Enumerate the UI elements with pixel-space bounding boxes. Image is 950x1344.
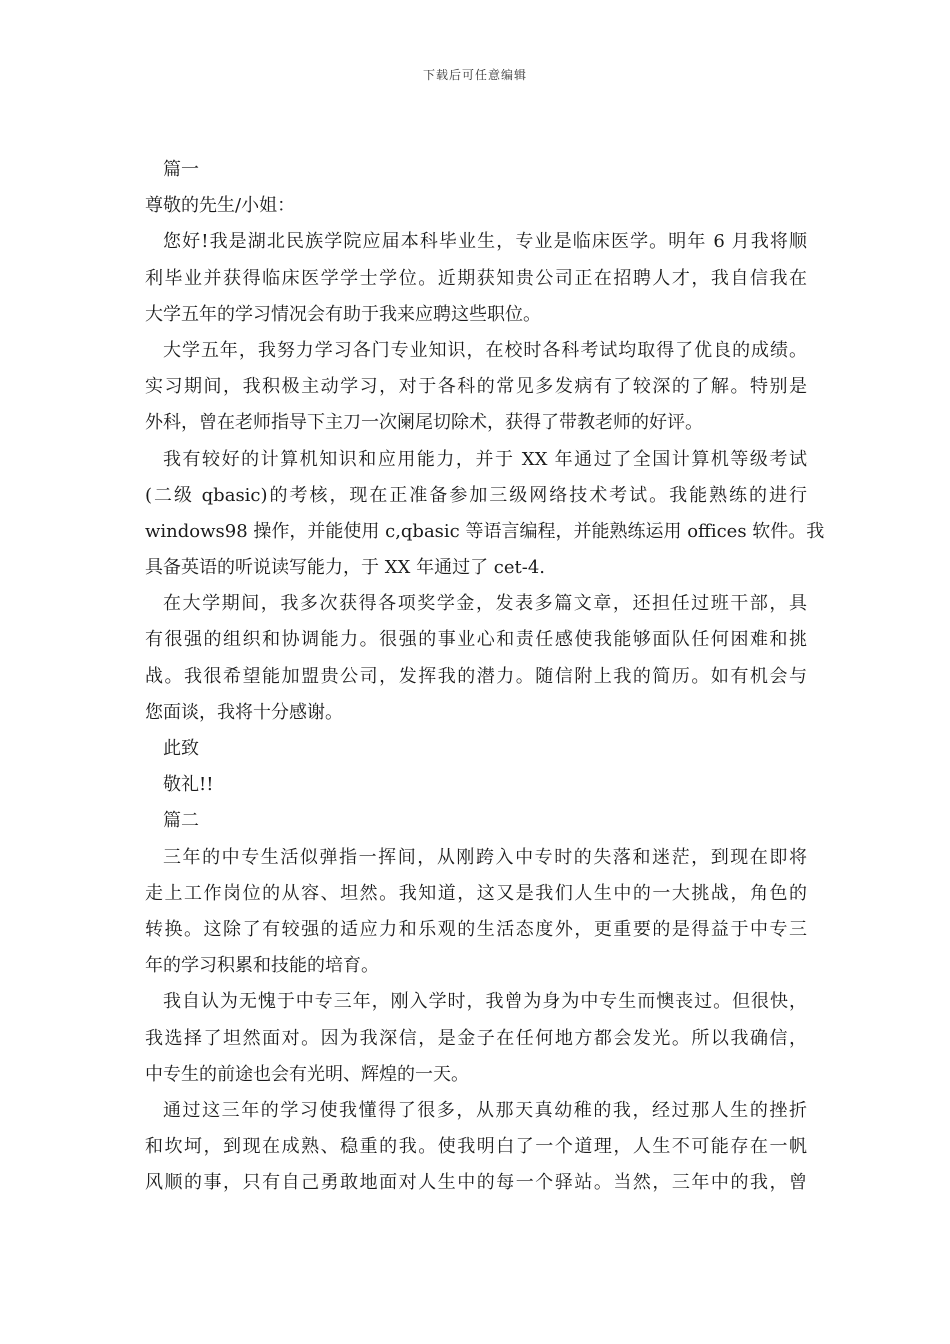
text-line: 风顺的事，只有自己勇敢地面对人生中的每一个驿站。当然，三年中的我，曾 [145,1172,807,1194]
text-line: 三年的中专生活似弹指一挥间，从刚跨入中专时的失落和迷茫，到现在即将 [163,846,807,868]
text-line: 在大学期间，我多次获得各项奖学金，发表多篇文章，还担任过班干部，具 [163,593,807,615]
text-line: 我自认为无愧于中专三年，刚入学时，我曾为身为中专生而懊丧过。但很快， [163,991,807,1013]
text-line: 我选择了坦然面对。因为我深信，是金子在任何地方都会发光。所以我确信， [145,1027,807,1049]
text-line: 尊敬的先生/小姐： [145,195,296,217]
text-line: 战。我很希望能加盟贵公司，发挥我的潜力。随信附上我的简历。如有机会与 [145,665,807,687]
text-line: 实习期间，我积极主动学习，对于各科的常见多发病有了较深的了解。特别是 [145,376,807,398]
text-line: 您好!我是湖北民族学院应届本科毕业生，专业是临床医学。明年 6 月我将顺 [163,231,807,253]
text-line: 利毕业并获得临床医学学士学位。近期获知贵公司正在招聘人才，我自信我在 [145,267,807,289]
text-line: 篇一 [163,159,199,180]
text-line: 您面谈，我将十分感谢。 [145,701,343,723]
text-line: 此致 [163,738,199,759]
text-line: 年的学习积累和技能的培育。 [145,955,379,977]
text-line: 大学五年的学习情况会有助于我来应聘这些职位。 [145,303,541,325]
text-line: 中专生的前途也会有光明、辉煌的一天。 [145,1063,469,1085]
text-line: windows98 操作，并能使用 c,qbasic 等语言编程，并能熟练运用 offices 软件。我 [145,520,825,542]
text-line: 通过这三年的学习使我懂得了很多，从那天真幼稚的我，经过那人生的挫折 [163,1099,807,1121]
text-line: 走上工作岗位的从容、坦然。我知道，这又是我们人生中的一大挑战，角色的 [145,882,807,904]
text-line: 有很强的组织和协调能力。很强的事业心和责任感使我能够面队任何困难和挑 [145,629,807,651]
text-line: 和坎坷，到现在成熟、稳重的我。使我明白了一个道理，人生不可能存在一帆 [145,1136,807,1158]
document-body [145,152,825,1201]
header-note: 下载后可任意编辑 [422,68,527,82]
text-line: (二级 qbasic)的考核，现在正准备参加三级网络技术考试。我能熟练的进行 [145,484,807,506]
text-line: 具备英语的听说读写能力，于 XX 年通过了 cet-4. [145,557,546,579]
text-line: 转换。这除了有较强的适应力和乐观的生活态度外，更重要的是得益于中专三 [145,918,807,940]
text-line: 敬礼!! [163,774,214,796]
text-line: 大学五年，我努力学习各门专业知识，在校时各科考试均取得了优良的成绩。 [163,339,807,361]
text-line: 篇二 [163,810,199,832]
text-line: 外科，曾在老师指导下主刀一次阑尾切除术，获得了带教老师的好评。 [145,412,703,434]
text-line: 我有较好的计算机知识和应用能力，并于 XX 年通过了全国计算机等级考试 [163,448,807,470]
